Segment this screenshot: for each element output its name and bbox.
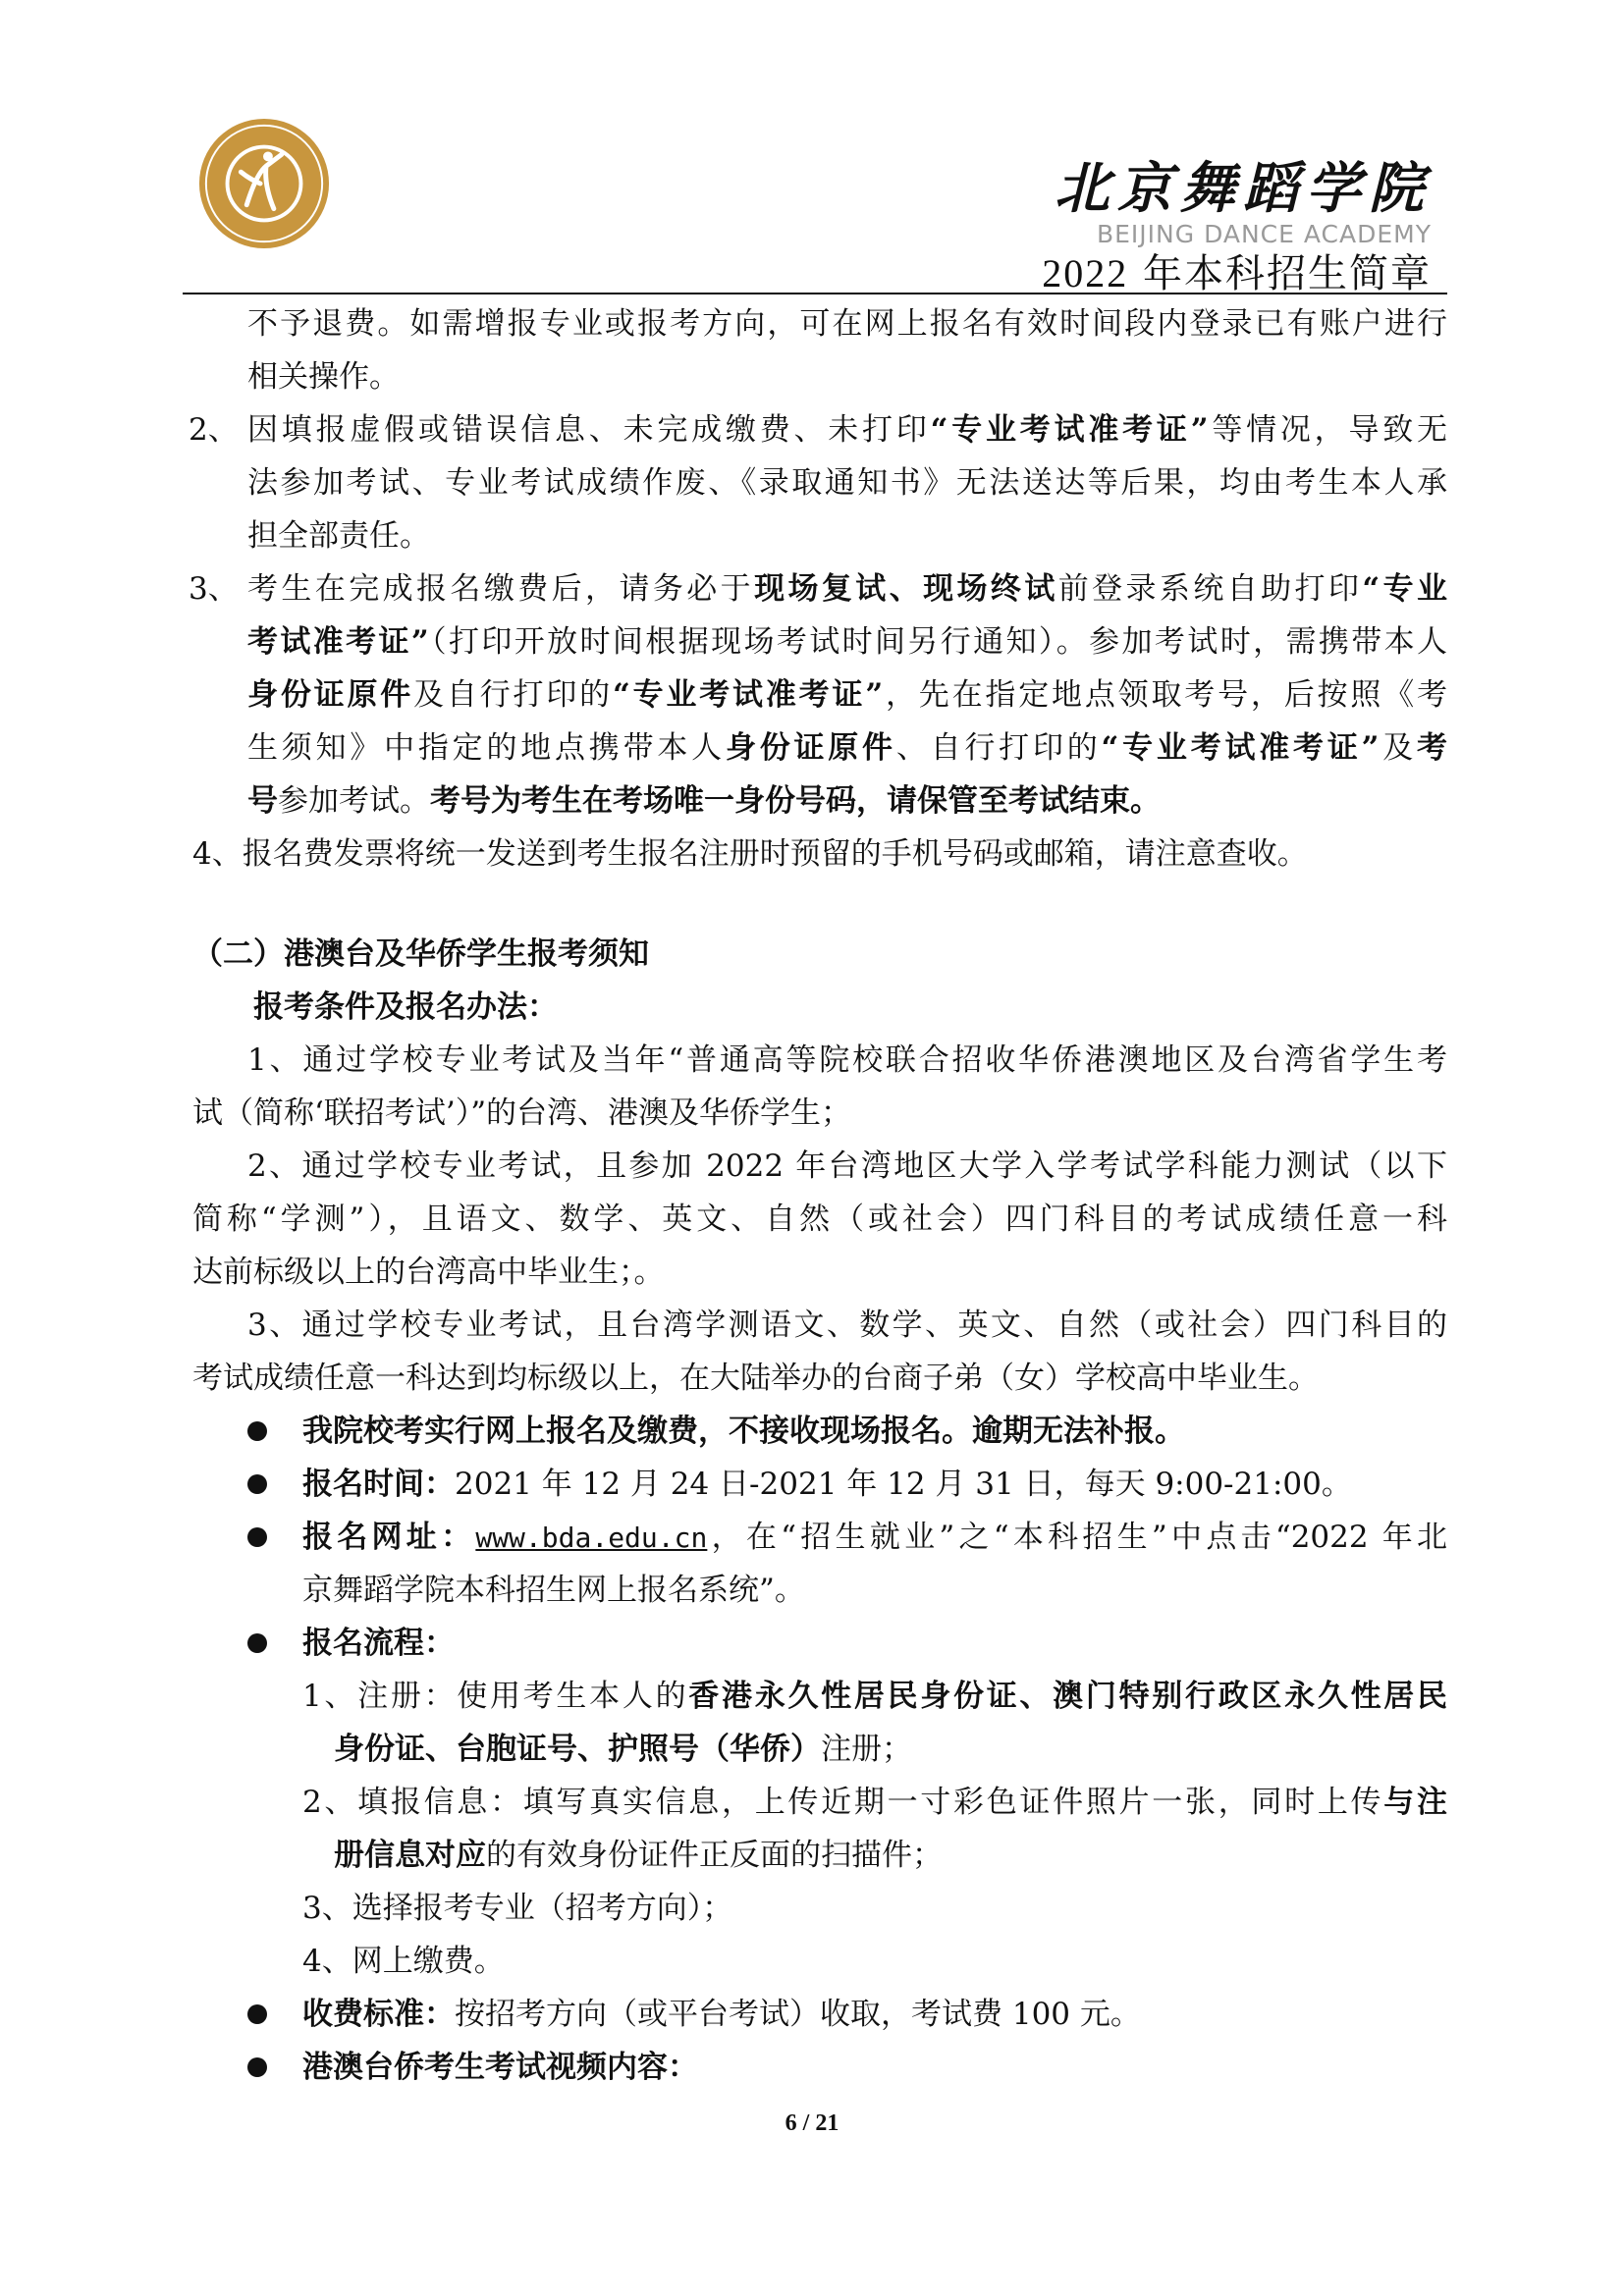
bullet-dot — [247, 1474, 267, 1494]
text-line: 因填报虚假或错误信息、未完成缴费、未打印“专业考试准考证”等情况，导致无 — [247, 412, 1448, 448]
brand-english-name: BEIJING DANCE ACADEMY — [1096, 220, 1432, 248]
text-line: 达前标级以上的台湾高中毕业生；。 — [192, 1255, 665, 1290]
text-line: 考试准考证”（打印开放时间根据现场考试时间另行通知）。参加考试时，需携带本人 — [247, 624, 1447, 660]
brand-block — [1042, 156, 1432, 296]
academy-seal-icon — [196, 116, 332, 251]
text-line: 生须知》中指定的地点携带本人身份证原件、自行打印的“专业考试准考证”及考 — [247, 730, 1448, 766]
bullet-text: 收费标准：按招考方向（或平台考试）收取，考试费 100 元。 — [302, 1997, 1141, 2032]
list-number: 2、 — [189, 412, 239, 448]
bullet-text: 港澳台侨考生考试视频内容： — [302, 2050, 698, 2085]
text-line: 考生在完成报名缴费后，请务必于现场复试、现场终试前登录系统自助打印“专业 — [247, 571, 1447, 607]
brochure-title-text: 年本科招生简章 — [1143, 251, 1432, 296]
page-number: 6 / 21 — [785, 2110, 839, 2136]
text-line: 担全部责任。 — [247, 518, 430, 554]
text-line: 法参加考试、专业考试成绩作废、《录取通知书》无法送达等后果，均由考生本人承 — [247, 465, 1447, 501]
text-line: 2、通过学校专业考试，且参加 2022 年台湾地区大学入学考试学科能力测试（以下 — [247, 1148, 1447, 1184]
bullet-text: 报名时间：2021 年 12 月 24 日-2021 年 12 月 31 日，每天 9:00-21:00。 — [302, 1467, 1352, 1502]
text-line: 3、通过学校专业考试，且台湾学测语文、数学、英文、自然（或社会）四门科目的 — [247, 1308, 1447, 1343]
bullet-dot — [247, 2004, 267, 2024]
text-line: 不予退费。如需增报专业或报考方向，可在网上报名有效时间段内登录已有账户进行 — [247, 306, 1447, 342]
subsection-heading: 报考条件及报名办法： — [253, 989, 558, 1025]
text-line: 考试成绩任意一科达到均标级以上，在大陆举办的台商子弟（女）学校高中毕业生。 — [192, 1361, 1319, 1396]
bullet-dot — [247, 2057, 267, 2077]
step-line: 1、注册：使用考生本人的香港永久性居民身份证、澳门特别行政区永久性居民 — [302, 1679, 1447, 1714]
step-line: 2、填报信息：填写真实信息，上传近期一寸彩色证件照片一张，同时上传与注 — [302, 1785, 1447, 1820]
list-number: 3、 — [189, 571, 239, 607]
text-line: 京舞蹈学院本科招生网上报名系统”。 — [302, 1573, 805, 1608]
bullet-text: 我院校考实行网上报名及缴费，不接收现场报名。逾期无法补报。 — [302, 1414, 1185, 1449]
bullet-text: 报名网址：www.bda.edu.cn，在“招生就业”之“本科招生”中点击“2022 年北 — [302, 1520, 1447, 1555]
step-line: 3、选择报考专业（招考方向）； — [302, 1891, 733, 1926]
text-line: 试（简称‘联招考试’）”的台湾、港澳及华侨学生； — [192, 1095, 852, 1131]
text-line: 身份证原件及自行打印的“专业考试准考证”，先在指定地点领取考号，后按照《考 — [247, 677, 1448, 713]
text-line: 1、通过学校专业考试及当年“普通高等院校联合招收华侨港澳地区及台湾省学生考 — [247, 1042, 1447, 1078]
brand-chinese-name: 北京舞蹈学院 — [1055, 156, 1432, 221]
bullet-dot — [247, 1633, 267, 1653]
step-line: 4、网上缴费。 — [302, 1944, 505, 1979]
header-rule — [183, 293, 1447, 294]
text-line: 相关操作。 — [247, 359, 400, 395]
text-line: 简称“学测”），且语文、数学、英文、自然（或社会）四门科目的考试成绩任意一科 — [192, 1201, 1447, 1237]
bullet-dot — [247, 1421, 267, 1441]
text-line: 号参加考试。考号为考生在考场唯一身份号码，请保管至考试结束。 — [247, 783, 1161, 819]
brochure-title — [1042, 251, 1432, 296]
step-line: 身份证、台胞证号、护照号（华侨）注册； — [334, 1732, 912, 1767]
bullet-dot — [247, 1527, 267, 1547]
bullet-text: 报名流程： — [302, 1626, 455, 1661]
text-line: 4、报名费发票将统一发送到考生报名注册时预留的手机号码或邮箱，请注意查收。 — [192, 836, 1308, 872]
site-url-link[interactable]: www.bda.edu.cn — [475, 1522, 708, 1554]
section-heading: （二）港澳台及华侨学生报考须知 — [192, 936, 649, 972]
step-line: 册信息对应的有效身份证件正反面的扫描件； — [334, 1838, 943, 1873]
brochure-year: 2022 — [1042, 251, 1129, 295]
